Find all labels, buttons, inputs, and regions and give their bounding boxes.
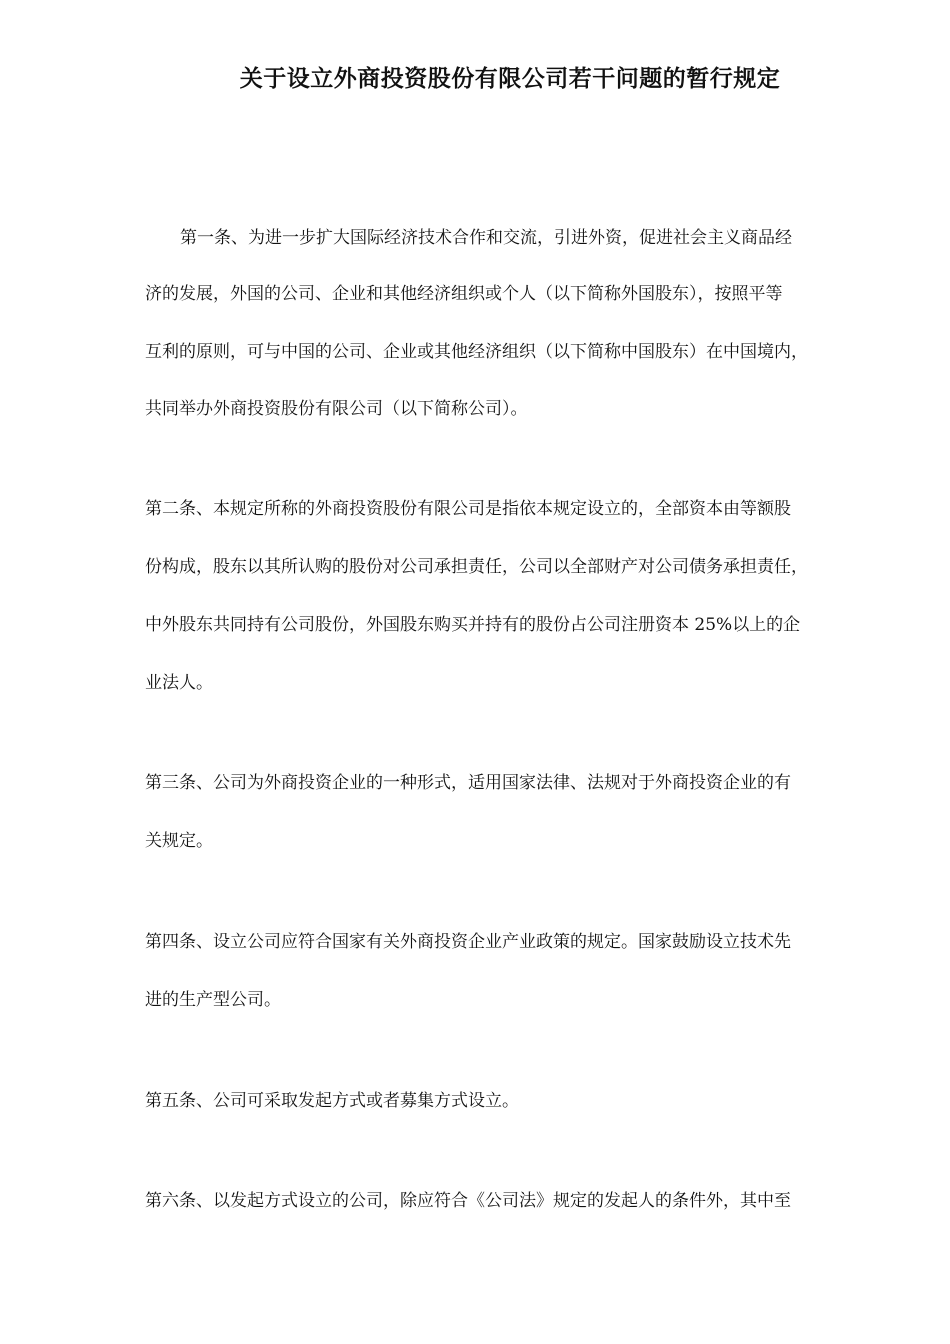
article-1-line-1: 第一条、为进一步扩大国际经济技术合作和交流，引进外资，促进社会主义商品经 [180, 228, 792, 248]
article-1-line-4: 共同举办外商投资股份有限公司（以下简称公司）。 [145, 399, 528, 419]
article-2-line-3: 中外股东共同持有公司股份，外国股东购买并持有的股份占公司注册资本 25%以上的企 [145, 615, 801, 635]
article-2-line-4: 业法人。 [145, 673, 213, 693]
article-4-line-2: 进的生产型公司。 [145, 990, 281, 1010]
article-5-line-1: 第五条、公司可采取发起方式或者募集方式设立。 [145, 1091, 519, 1111]
article-3-line-1: 第三条、公司为外商投资企业的一种形式，适用国家法律、法规对于外商投资企业的有 [145, 773, 791, 793]
article-1-line-2: 济的发展，外国的公司、企业和其他经济组织或个人（以下简称外国股东），按照平等 [145, 284, 783, 304]
article-3-line-2: 关规定。 [145, 831, 213, 851]
article-2-line-1: 第二条、本规定所称的外商投资股份有限公司是指依本规定设立的，全部资本由等额股 [145, 499, 791, 519]
article-2-line-2: 份构成，股东以其所认购的股份对公司承担责任，公司以全部财产对公司债务承担责任， [145, 557, 808, 577]
article-6-line-1: 第六条、以发起方式设立的公司，除应符合《公司法》规定的发起人的条件外，其中至 [145, 1191, 791, 1211]
document-title: 关于设立外商投资股份有限公司若干问题的暂行规定 [239, 65, 781, 92]
article-4-line-1: 第四条、设立公司应符合国家有关外商投资企业产业政策的规定。国家鼓励设立技术先 [145, 932, 791, 952]
article-1-line-3: 互利的原则，可与中国的公司、企业或其他经济组织（以下简称中国股东）在中国境内， [145, 342, 808, 362]
